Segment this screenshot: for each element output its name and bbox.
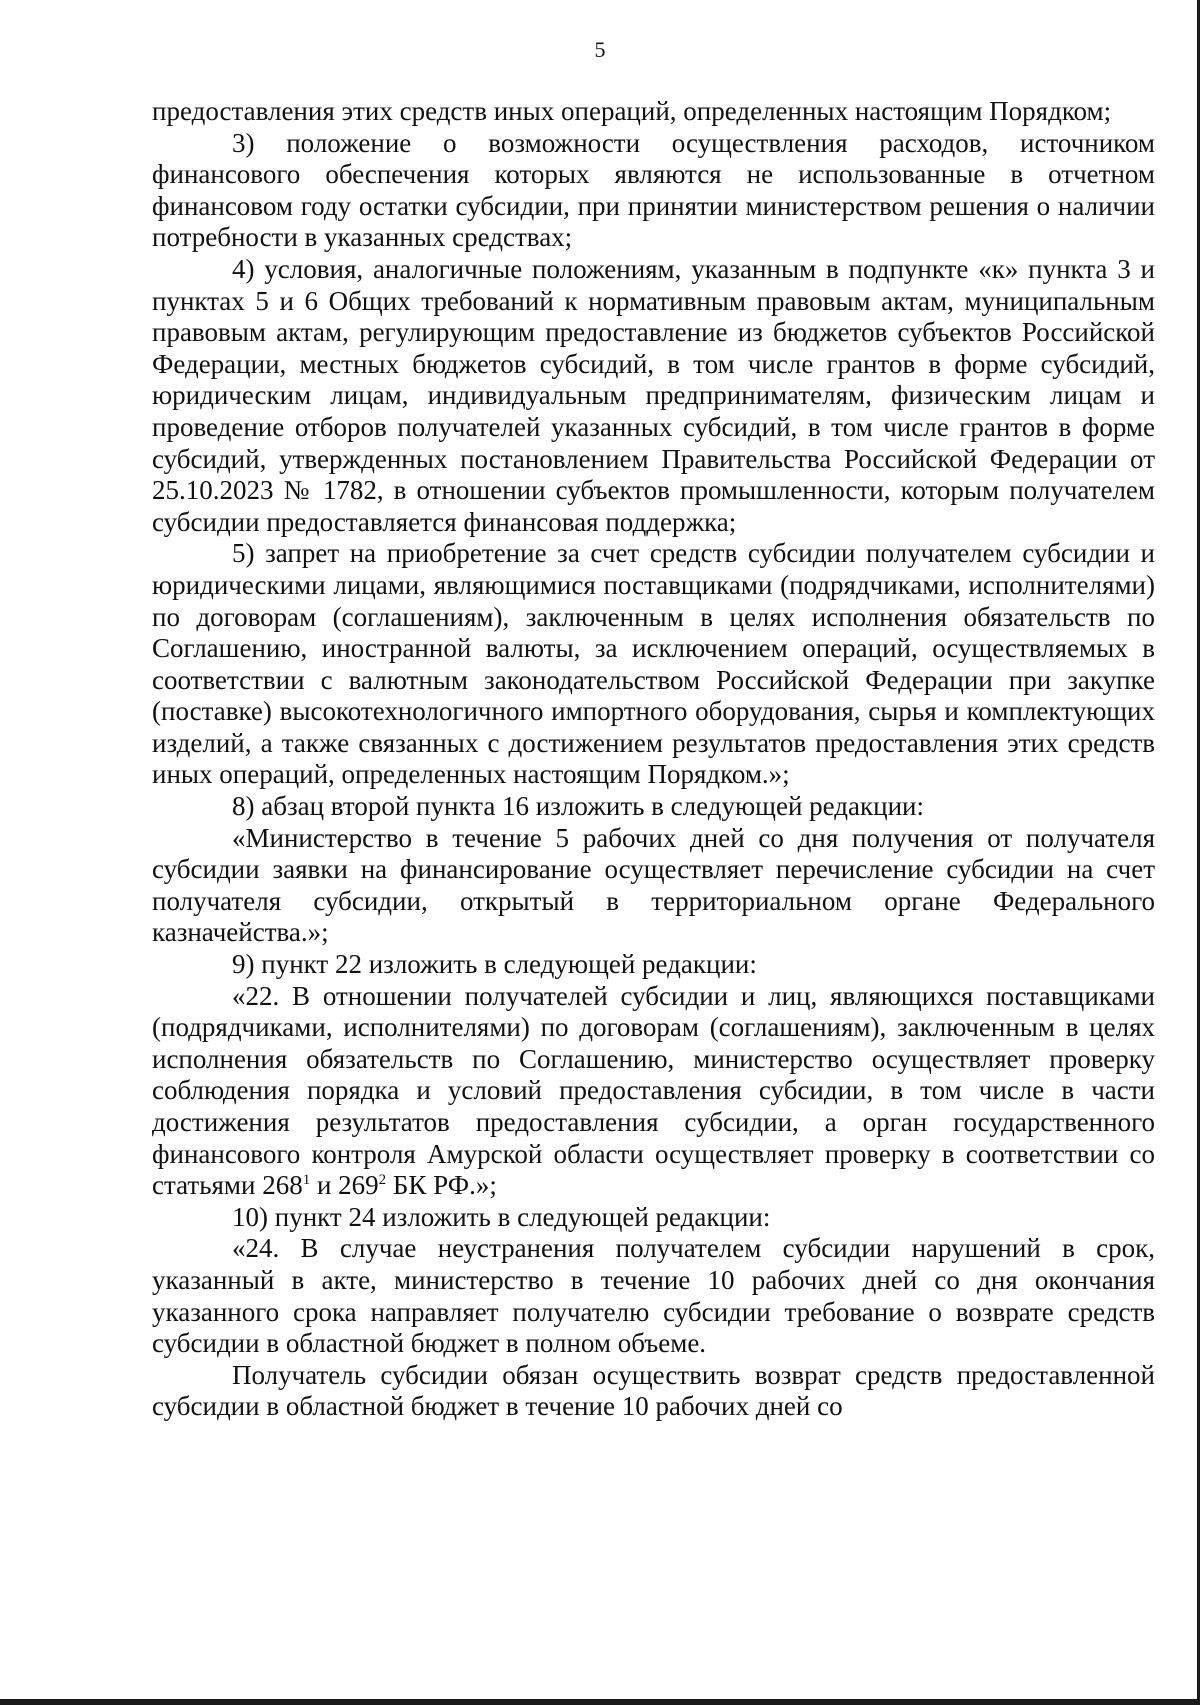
- quote-22-text: «22. В отношении получателей субсидии и лиц, являющихся поставщиками (подрядчиками, исполнителями) по договорам (соглашениям), заключенным в целях исполнения обязательств по Соглашению, министерство осуществляет проверку соблюдения порядка и условий предоставления субсидии, в том числе в части достижения результатов предоставления субсидии, а орган государственного финансового контроля Амурской области осуществляет проверку в соответствии со статьями 268: [152, 980, 1155, 1201]
- scan-edge-bottom: [0, 1699, 1200, 1705]
- paragraph-refund: Получатель субсидии обязан осуществить возврат средств предоставленной субсидии в областной бюджет в течение 10 рабочих дней со: [152, 1359, 1155, 1422]
- paragraph-quote-24: «24. В случае неустранения получателем субсидии нарушений в срок, указанный в акте, министерство в течение 10 рабочих дней со дня окончания указанного срока направляет получателю субсидии требование о возврате средств субсидии в областной бюджет в полном объеме.: [152, 1233, 1155, 1359]
- paragraph-item-4: 4) условия, аналогичные положениям, указанным в подпункте «к» пункта 3 и пунктах 5 и 6 Общих требований к нормативным правовым актам, муниципальным правовым актам, регулирующим предоставление из бюджетов субъектов Российской Федерации, местных бюджетов субсидий, в том числе грантов в форме субсидий, юридическим лицам, индивидуальным предпринимателям, физическим лицам и проведение отборов получателей указанных субсидий, в том числе грантов в форме субсидий, утвержденных постановлением Правительства Российской Федерации от 25.10.2023 № 1782, в отношении субъектов промышленности, которым получателем субсидии предоставляется финансовая поддержка;: [152, 253, 1155, 537]
- paragraph-continuation: предоставления этих средств иных операций, определенных настоящим Порядком;: [152, 96, 1112, 126]
- page-number: 5: [594, 37, 606, 62]
- quote-22-end: БК РФ.»;: [386, 1170, 497, 1201]
- paragraph-item-3: 3) положение о возможности осуществления расходов, источником финансового обеспечения которых являются не использованные в отчетном финансовом году остатки субсидии, при принятии министерством решения о наличии потребности в указанных средствах;: [152, 127, 1155, 253]
- document-body: [152, 96, 1155, 1423]
- paragraph-amendment-9: 9) пункт 22 изложить в следующей редакции:: [232, 949, 757, 980]
- superscript-1: 1: [302, 1172, 311, 1189]
- paragraph-amendment-8: 8) абзац второй пункта 16 изложить в следующей редакции:: [232, 791, 924, 822]
- paragraph-quote-22: [152, 981, 1155, 1202]
- paragraph-amendment-10: 10) пункт 24 изложить в следующей редакции:: [232, 1201, 771, 1232]
- quote-22-mid: и 269: [310, 1170, 379, 1201]
- paragraph-item-5: 5) запрет на приобретение за счет средств субсидии получателем субсидии и юридическими лицами, являющимися поставщиками (подрядчиками, исполнителями) по договорам (соглашениям), заключенным в целях исполнения обязательств по Соглашению, иностранной валюты, за исключением операций, осуществляемых в соответствии с валютным законодательством Российской Федерации при закупке (поставке) высокотехнологичного импортного оборудования, сырья и комплектующих изделий, а также связанных с достижением результатов предоставления этих средств иных операций, определенных настоящим Порядком.»;: [152, 538, 1155, 790]
- paragraph-quote-ministry: «Министерство в течение 5 рабочих дней со дня получения от получателя субсидии заявки на финансирование осуществляет перечисление субсидии на счет получателя субсидии, открытый в территориальном органе Федерального казначейства.»;: [152, 822, 1155, 948]
- superscript-2: 2: [378, 1172, 387, 1189]
